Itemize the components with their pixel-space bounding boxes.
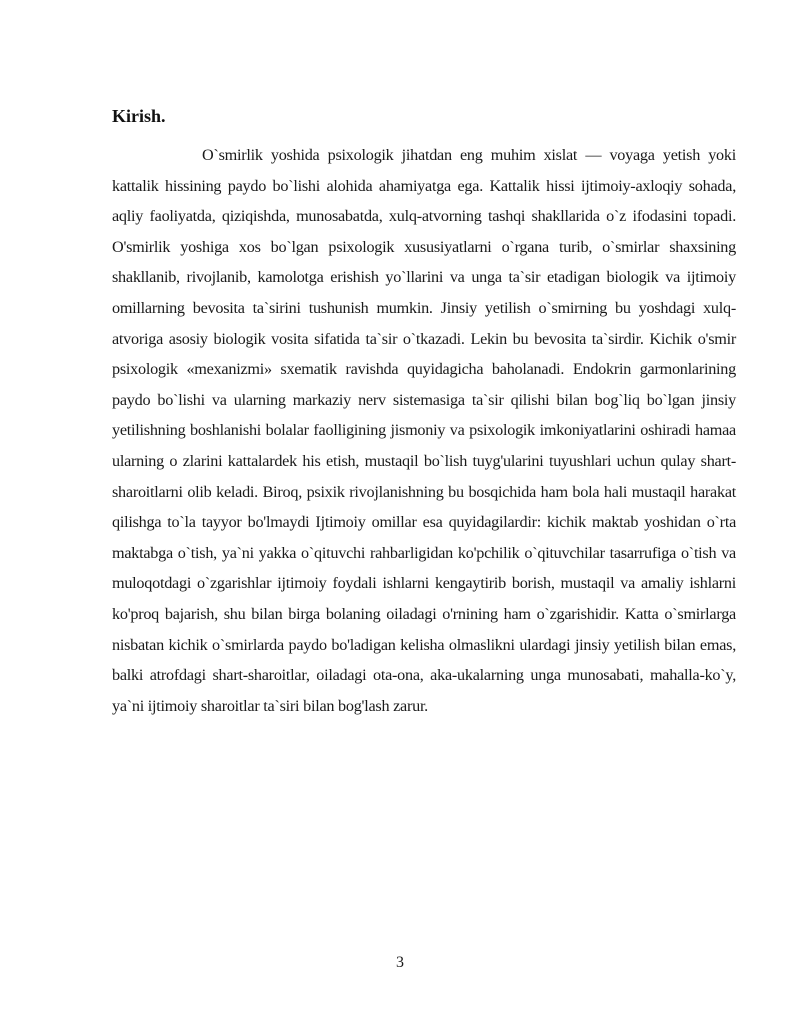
page-number: 3: [396, 954, 404, 971]
body-paragraph: O`smirlik yoshida psixologik jihatdan eng muhim xislat — voyaga yetish yoki kattalik hissining paydo bo`lishi alohida ahamiyatga ega. Kattalik hissi ijtimoiy-axloqiy sohada, aqliy faoliyatda, qiziqishda, munosabatda, xulq-atvorning tashqi shakllarida o`z ifodasini topadi. O'smirlik yoshiga xos bo`lgan psixologik xususiyatlarni o`rgana turib, o`smirlar shaxsining shakllanib, rivojlanib, kamolotga erishish yo`llarini va unga ta`sir etadigan biologik va ijtimoiy omillarning bevosita ta`sirini tushunish mumkin. Jinsiy yetilish o`smirning bu yoshdagi xulq-atvoriga asosiy biologik vosita sifatida ta`sir o`tkazadi. Lekin bu bevosita ta`sirdir. Kichik o'smir psixologik «mexanizmi» sxematik ravishda quyidagicha baholanadi. Endokrin garmonlarining paydo bo`lishi va ularning markaziy nerv sistemasiga ta`sir qilishi bilan bog`liq bo`lgan jinsiy yetilishning boshlanishi bolalar faolligining jismoniy va psixologik imkoniyatlarini oshiradi hamaa ularning o zlarini kattalardek his etish, mustaqil bo`lish tuyg'ularini tuyushlari uchun qulay shart-sharoitlarni olib keladi. Biroq, psixik rivojlanishning bu bosqichida ham bola hali mustaqil harakat qilishga to`la tayyor bo'lmaydi Ijtimoiy omillar esa quyidagilardir: kichik maktab yoshidan o`rta maktabga o`tish, ya`ni yakka o`qituvchi rahbarligidan ko'pchilik o`qituvchilar tasarrufiga o`tish va muloqotdagi o`zgarishlar ijtimoiy foydali ishlarni kengaytirib borish, mustaqil va amaliy ishlarni ko'proq bajarish, shu bilan birga bolaning oiladagi o'rnining ham o`zgarishidir. Katta o`smirlarga nisbatan kichik o`smirlarda paydo bo'ladigan kelisha olmaslikni ulardagi jinsiy yetilish bilan emas, balki atrofdagi shart-sharoitlar, oiladagi ota-ona, aka-ukalarning unga munosabati, mahalla-ko`y, ya`ni ijtimoiy sharoitlar ta`siri bilan bog'lash zarur.: [112, 146, 736, 715]
section-heading: Kirish.: [112, 106, 166, 126]
